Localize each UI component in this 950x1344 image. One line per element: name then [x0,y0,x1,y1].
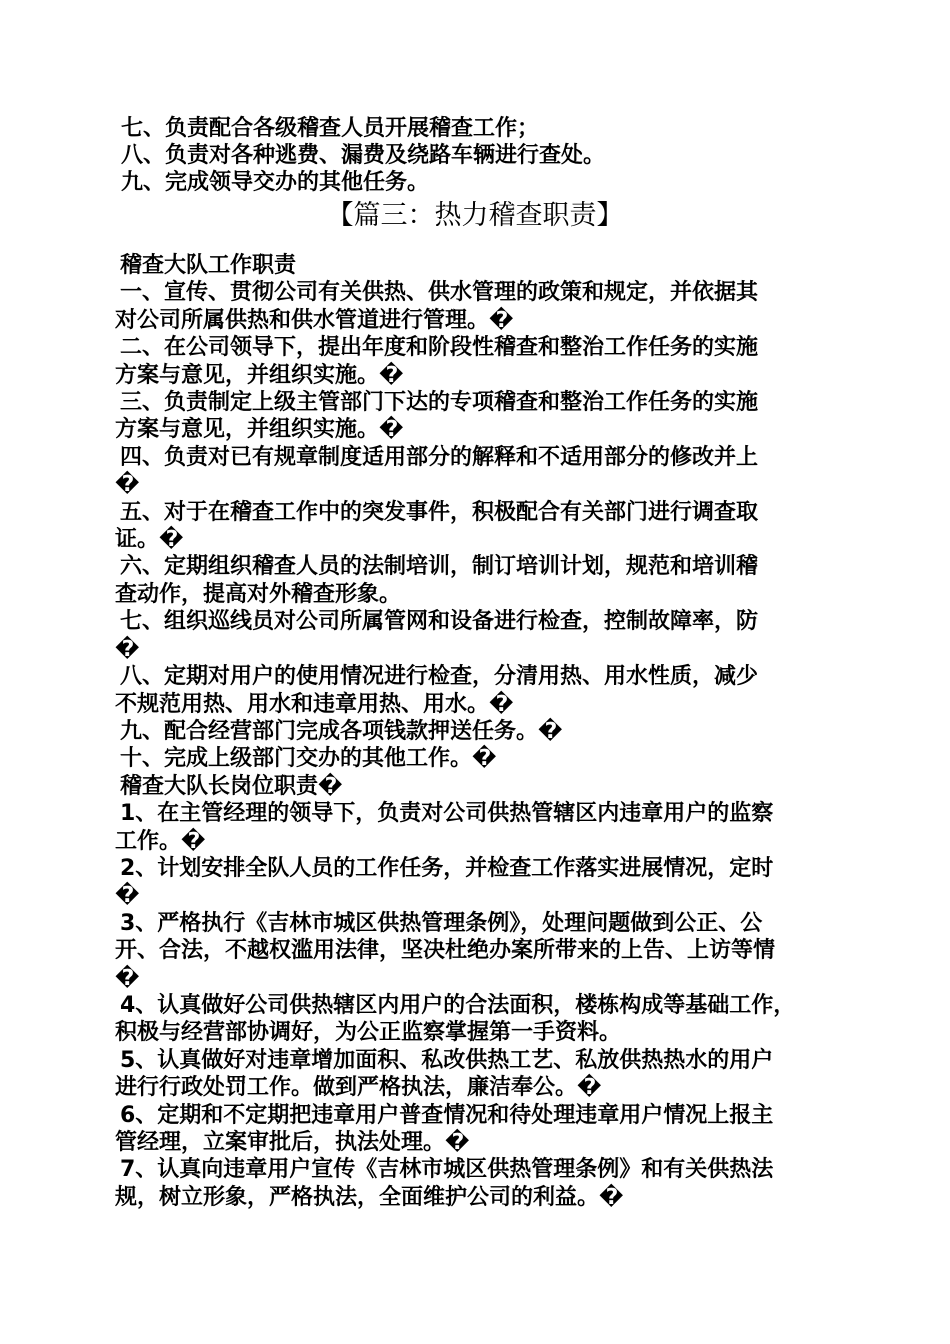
body-line: � [115,472,140,498]
body-line: 1、在主管经理的领导下，负责对公司供热管辖区内违章用户的监察 [120,801,774,827]
duties-body [115,252,855,1211]
body-line: 5、认真做好对违章增加面积、私改供热工艺、私放供热热水的用户 [120,1047,774,1073]
body-line: 稽查大队长岗位职责� [120,773,343,799]
body-line: 进行行政处罚工作。做到严格执法，廉洁奉公。� [115,1075,602,1101]
body-line: 七、组织巡线员对公司所属管网和设备进行检查，控制故障率，防 [120,609,759,635]
body-line: 证。� [115,527,184,553]
body-line: 开、合法，不越权滥用法律，坚决杜绝办案所带来的上告、上访等情 [115,938,776,964]
body-line: 方案与意见，并组织实施。� [115,362,404,388]
body-line: 不规范用热、用水和违章用热、用水。� [115,691,514,717]
body-line: 管经理，立案审批后，执法处理。� [115,1130,470,1155]
section-heading: 【篇三：热力稽查职责】 [326,200,624,231]
body-line: 对公司所属供热和供水管道进行管理。� [115,307,514,333]
body-line: 四、负责对已有规章制度适用部分的解释和不适用部分的修改并上 [120,444,759,470]
body-line: 4、认真做好公司供热辖区内用户的合法面积，楼栋构成等基础工作， [120,992,796,1018]
intro-line: 九、完成领导交办的其他任务。 [121,170,430,195]
body-line: 查动作，提高对外稽查形象。 [115,581,402,607]
intro-list [121,115,881,196]
body-line: 五、对于在稽查工作中的突发事件，积极配合有关部门进行调查取 [120,499,759,525]
body-line: 6、定期和不定期把违章用户普查情况和待处理违章用户情况上报主 [120,1102,774,1128]
body-line: 规，树立形象，严格执法，全面维护公司的利益。� [115,1184,624,1210]
intro-line: 七、负责配合各级稽查人员开展稽查工作； [121,116,540,141]
body-line: 3、严格执行《吉林市城区供热管理条例》，处理问题做到公正、公 [120,910,763,936]
body-line: 7、认真向违章用户宣传《吉林市城区供热管理条例》和有关供热法 [120,1157,774,1183]
body-line: 一、宣传、贯彻公司有关供热、供水管理的政策和规定，并依据其 [120,280,759,306]
body-line: 三、负责制定上级主管部门下达的专项稽查和整治工作任务的实施 [120,390,759,416]
body-line: 积极与经营部协调好，为公正监察掌握第一手资料。 [115,1020,622,1046]
body-line: 2、计划安排全队人员的工作任务，并检查工作落实进展情况，定时 [120,855,774,881]
body-line: 九、配合经营部门完成各项钱款押送任务。� [120,718,563,744]
intro-line: 八、负责对各种逃费、漏费及绕路车辆进行查处。 [121,143,606,168]
body-line: 十、完成上级部门交办的其他工作。� [120,746,497,772]
body-line: � [115,883,140,909]
body-line: � [115,965,140,991]
body-line: 二、在公司领导下，提出年度和阶段性稽查和整治工作任务的实施 [120,335,759,361]
body-line: � [115,636,140,662]
body-line: 稽查大队工作职责 [120,253,297,278]
body-line: 方案与意见，并组织实施。� [115,417,404,443]
body-line: 八、定期对用户的使用情况进行检查，分清用热、用水性质，减少 [120,664,759,690]
body-line: 工作。� [115,828,206,854]
body-line: 六、定期组织稽查人员的法制培训，制订培训计划，规范和培训稽 [120,554,759,580]
